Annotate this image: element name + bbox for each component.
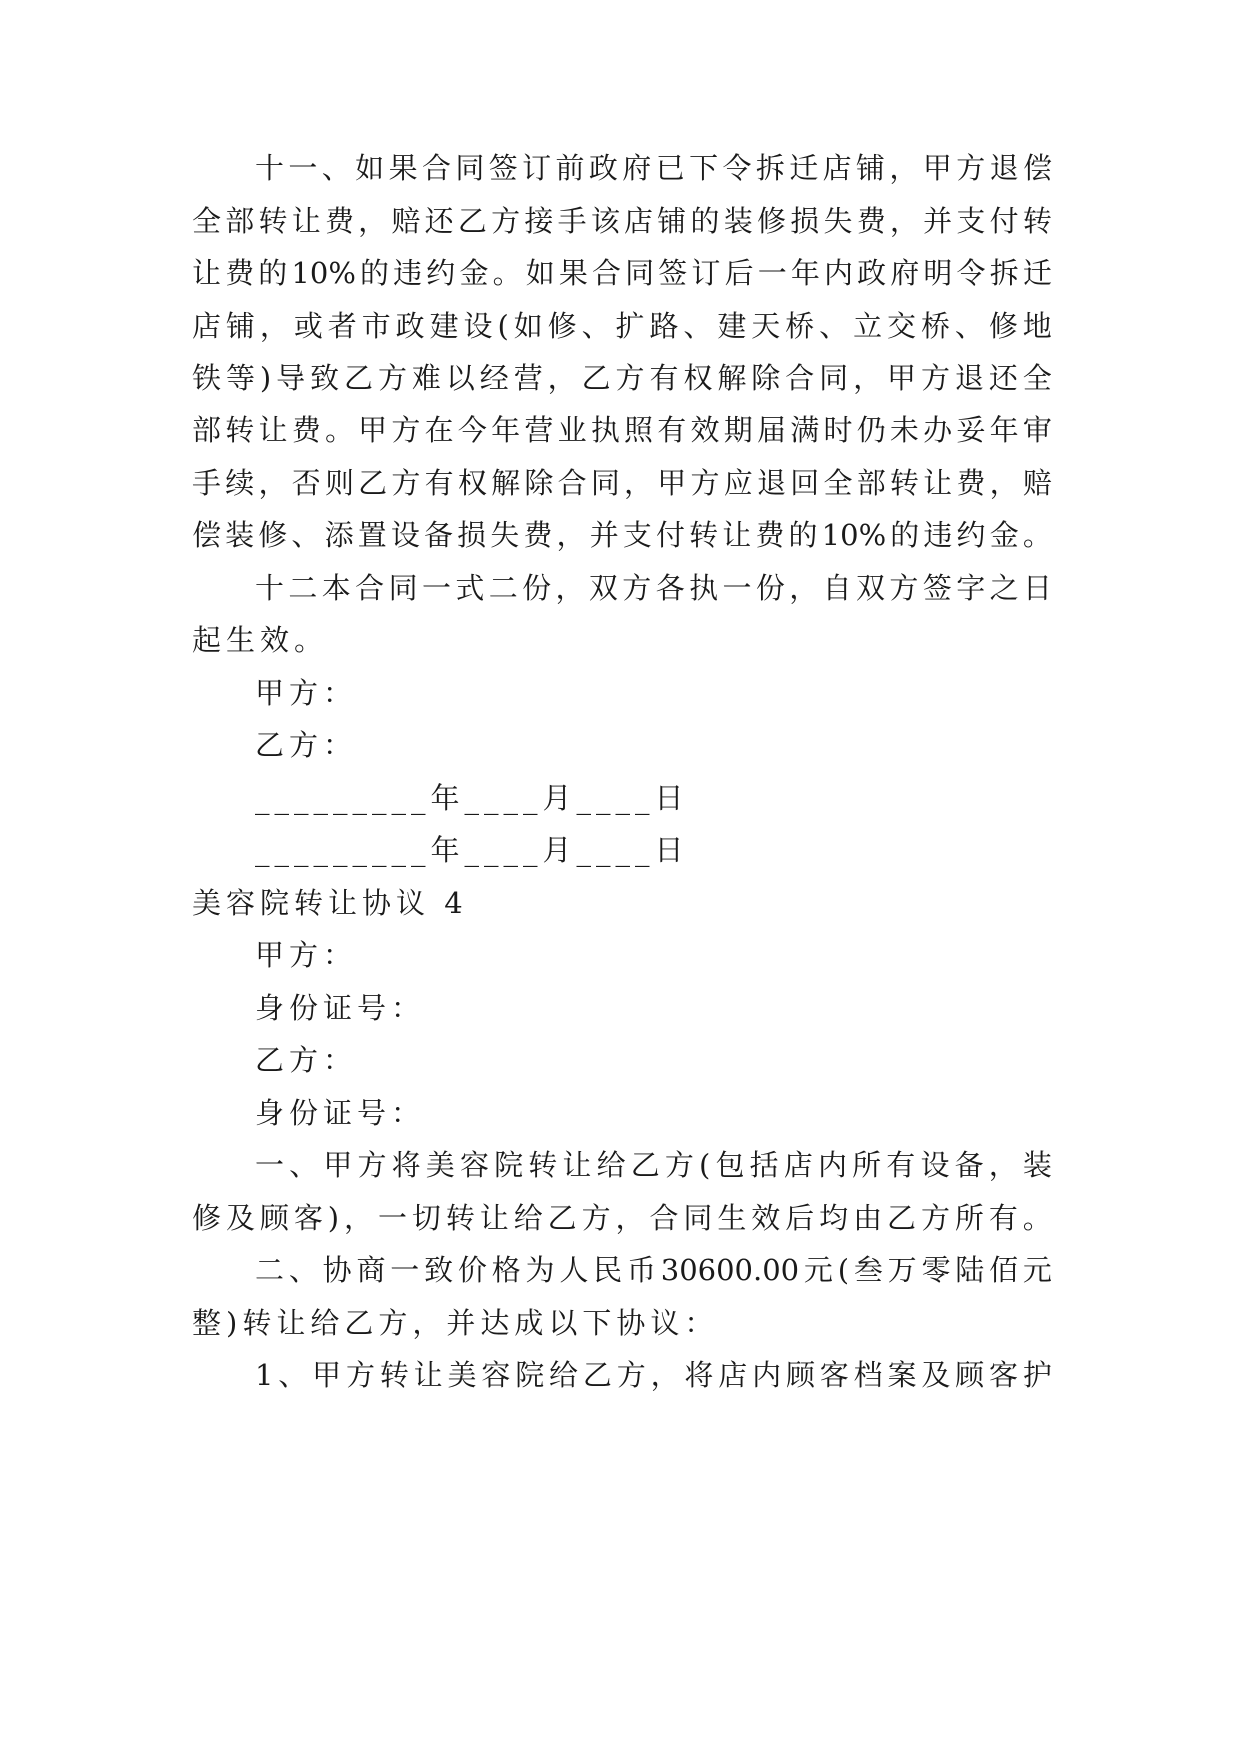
paragraph-line: 整)转让给乙方，并达成以下协议： [192, 1306, 719, 1340]
party-b-label: 乙方： [255, 728, 358, 762]
party-a-label: 甲方： [255, 938, 358, 972]
paragraph-line: 让 费 的 10% 的 违 约 金 。 如 果 合 同 签 订 后 一 年 内 政 府 明 令 拆 迁 [192, 256, 1052, 290]
paragraph-line: 铁 等 ) 导 致 乙 方 难 以 经 营 ， 乙 方 有 权 解 除 合 同 ， 甲 方 退 还 全 [192, 361, 1052, 395]
party-b-label: 乙方： [255, 1043, 358, 1077]
id-number-label: 身份证号： [255, 991, 426, 1025]
paragraph-line: 十 一 、 如 果 合 同 签 订 前 政 府 已 下 令 拆 迁 店 铺 ， 甲 方 退 偿 [255, 151, 1052, 185]
paragraph-line: 店 铺 ， 或 者 市 政 建 设 ( 如 修 、 扩 路 、 建 天 桥 、 立 交 桥 、 修 地 [192, 309, 1052, 343]
paragraph-line: 十 二 本 合 同 一 式 二 份 ， 双 方 各 执 一 份 ， 自 双 方 签 字 之 日 [255, 571, 1052, 605]
paragraph-line: 手 续 ， 否 则 乙 方 有 权 解 除 合 同 ， 甲 方 应 退 回 全 部 转 让 费 ， 赔 [192, 466, 1052, 500]
paragraph-line: 起生效。 [192, 623, 329, 657]
paragraph-line: 全 部 转 让 费 ， 赔 还 乙 方 接 手 该 店 铺 的 装 修 损 失 费 ， 并 支 付 转 [192, 204, 1052, 238]
section-heading: 美容院转让协议 4 [192, 886, 468, 920]
paragraph-line: 一 、 甲 方 将 美 容 院 转 让 给 乙 方 ( 包 括 店 内 所 有 设 备 ， 装 [255, 1148, 1052, 1182]
party-a-label: 甲方： [255, 676, 358, 710]
date-line: _________年____月____日 [255, 833, 689, 867]
date-line: _________年____月____日 [255, 781, 689, 815]
id-number-label: 身份证号： [255, 1096, 426, 1130]
paragraph-line: 二 、 协 商 一 致 价 格 为 人 民 币 30600.00 元 ( 叁 万 零 陆 佰 元 [255, 1253, 1052, 1287]
paragraph-line: 1 、 甲 方 转 让 美 容 院 给 乙 方 ， 将 店 内 顾 客 档 案 及 顾 客 护 [255, 1358, 1052, 1392]
paragraph-line: 修 及 顾 客 ) ， 一 切 转 让 给 乙 方 ， 合 同 生 效 后 均 由 乙 方 所 有 。 [192, 1201, 1052, 1235]
paragraph-line: 偿 装 修 、 添 置 设 备 损 失 费 ， 并 支 付 转 让 费 的 10% 的 违 约 金 。 [192, 518, 1052, 552]
paragraph-line: 部 转 让 费 。 甲 方 在 今 年 营 业 执 照 有 效 期 届 满 时 仍 未 办 妥 年 审 [192, 413, 1052, 447]
